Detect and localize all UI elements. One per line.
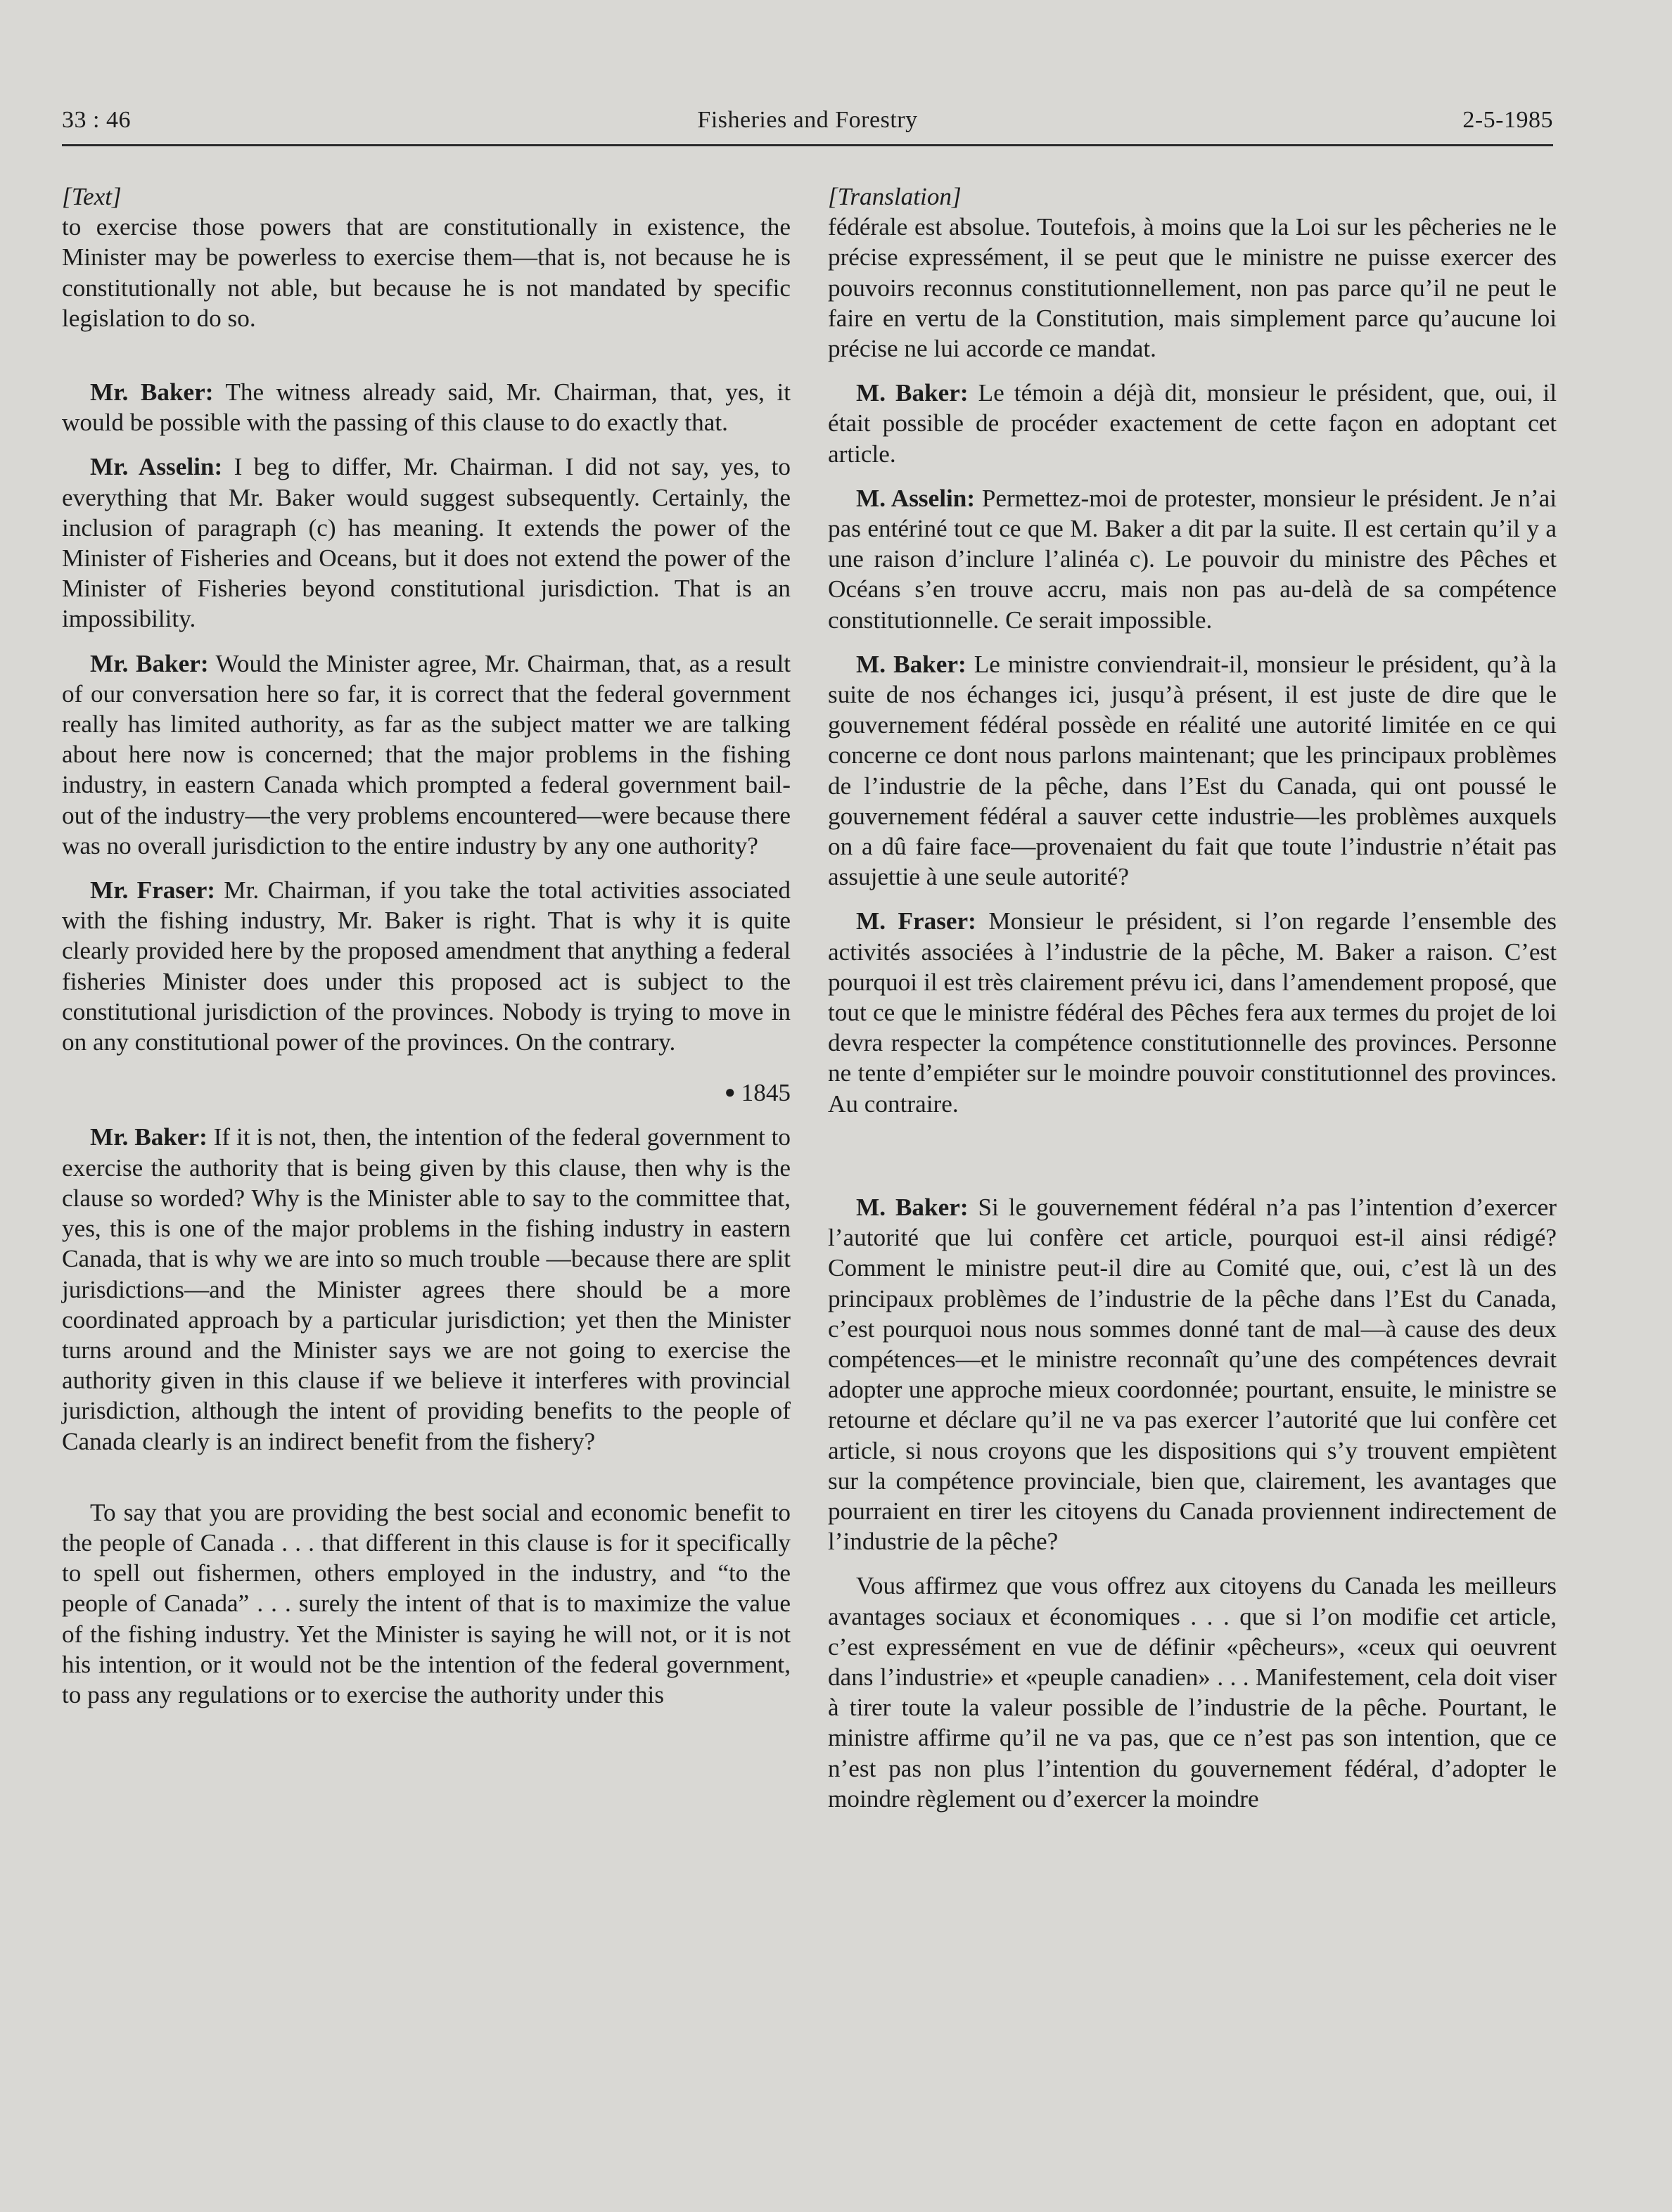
header-rule — [62, 144, 1553, 146]
english-column — [62, 181, 791, 1710]
paragraph: to exercise those powers that are constitutionally in existence, the Minister may be powerless to exercise them—that is, not because he is constitutionally not able, but because he is not mandated by specific legislation to do so. — [62, 213, 791, 332]
speaker-name: Mr. Baker: — [90, 378, 214, 407]
time-marker — [62, 1077, 791, 1108]
running-title: Fisheries and Forestry — [697, 107, 918, 133]
speaker-name: Mr. Fraser: — [90, 876, 216, 904]
speech-paragraph — [62, 452, 791, 634]
speech-text: Le témoin a déjà dit, monsieur le président, que, oui, il était possible de procéder exactement de cette façon en adoptant cet article. — [828, 379, 1557, 468]
speaker-name: Mr. Baker: — [90, 1123, 208, 1151]
french-column — [828, 181, 1557, 1814]
speech-paragraph — [828, 483, 1557, 635]
speech-text: The witness already said, Mr. Chairman, that, yes, it would be possible with the passing of this clause to do exactly that. — [62, 378, 791, 437]
speech-paragraph — [828, 906, 1557, 1118]
speech-paragraph — [62, 377, 791, 437]
speech-paragraph — [828, 649, 1557, 893]
speaker-name: M. Asselin: — [856, 484, 976, 512]
speech-paragraph — [828, 378, 1557, 469]
speech-text: I beg to differ, Mr. Chairman. I did not say, yes, to everything that Mr. Baker would suggest subsequently. Certainly, the inclusion of paragraph (c) has meaning. It extends the power of the Minister of Fisheries and Oceans, but it does not extend the power of the Minister of Fisheries beyond constitutional jurisdiction. That is an impossibility. — [62, 453, 791, 633]
paragraph: fédérale est absolue. Toutefois, à moins que la Loi sur les pêcheries ne le précise expressément, il se peut que le ministre ne puisse exercer des pouvoirs reconnus constitutionnellement, non pas parce qu’il ne peut le faire en vertu de la Constitution, mais simplement parce qu’aucune loi précise ne lui accorde ce mandat. — [828, 213, 1557, 363]
speech-text: Permettez-moi de protester, monsieur le président. Je n’ai pas entériné tout ce que M. Baker a dit par la suite. Il est certain qu’il y a une raison d’inclure l’alinéa c). Le pouvoir du ministre des Pêches et Océans s’en trouve accru, mais non pas au-delà de sa compétence constitutionnelle. Ce serait impossible. — [828, 484, 1557, 634]
page-number: 33 : 46 — [62, 107, 131, 133]
speech-paragraph — [62, 648, 791, 861]
text-tag: [Text] — [62, 183, 122, 210]
speech-text: Would the Minister agree, Mr. Chairman, that, as a result of our conversation here so far, it is correct that the federal government really has limited authority, as far as the subject matter we are talking about here now is concerned; that the major problems in the fishing industry, in eastern Canada which prompted a federal government bail-out of the industry—the very problems encountered—were because there was no overall jurisdiction to the entire industry by any one authority? — [62, 649, 791, 859]
bullet-icon: ● — [724, 1082, 736, 1103]
time-stamp: 1845 — [741, 1079, 791, 1107]
page-header — [62, 107, 1553, 142]
speech-text: Le ministre conviendrait-il, monsieur le président, qu’à la suite de nos échanges ici, jusqu’à présent, il est juste de dire que le gouvernement fédéral possède en réalité une autorité limitée en ce qui concerne ce dont nous parlons maintenant; que les principaux problèmes de l’industrie de la pêche, dans l’Est du Canada, qui ont poussé le gouvernement fédéral a sauver cette industrie—les problèmes auxquels on a dû faire face—provenaient du fait que toute l’industrie n’était pas assujettie à une seule autorité? — [828, 650, 1557, 891]
speech-paragraph — [828, 1192, 1557, 1556]
header-date: 2-5-1985 — [1462, 107, 1553, 133]
speaker-name: Mr. Asselin: — [90, 453, 223, 481]
translation-tag: [Translation] — [828, 183, 962, 210]
speaker-name: M. Baker: — [856, 650, 966, 678]
speaker-name: Mr. Baker: — [90, 649, 209, 677]
speech-text: If it is not, then, the intention of the federal government to exercise the authority that is being given by this clause, then why is the clause so worded? Why is the Minister able to say to the committee that, yes, this is one of the major problems in the fishing industry in eastern Canada, that is why we are into so much trouble —because there are split jurisdictions—and the Minister agrees there should be a more coordinated approach by a particular jurisdiction; yet then the Minister turns around and the Minister says we are not going to exercise the authority given in this clause if we believe it interferes with provincial jurisdiction, although the intent of providing benefits to the people of Canada clearly is an indirect benefit from the fishery? — [62, 1123, 791, 1455]
speech-paragraph — [62, 1122, 791, 1456]
speech-paragraph — [62, 875, 791, 1057]
speech-text: Monsieur le président, si l’on regarde l’ensemble des activités associées à l’industrie de la pêche, M. Baker a raison. C’est pourquoi il est très clairement prévu ici, dans l’amendement proposé, que tout ce que le ministre fédéral des Pêches fera aux termes du projet de loi devra respecter la compétence constitutionnelle des provinces. Personne ne tente d’empiéter sur le moindre pouvoir constitutionnel des provinces. Au contraire. — [828, 907, 1557, 1118]
speaker-name: M. Baker: — [856, 1193, 969, 1221]
speech-text: Mr. Chairman, if you take the total activities associated with the fishing industry, Mr. Baker is right. That is why it is quite clearly provided here by the proposed amendment that anything a federal fisheries Minister does under this proposed act is subject to the constitutional jurisdiction of the provinces. Nobody is trying to move in on any constitutional power of the provinces. On the contrary. — [62, 876, 791, 1056]
speaker-name: M. Baker: — [856, 379, 969, 407]
paragraph: To say that you are providing the best social and economic benefit to the people of Canada . . . that different in this clause is for it specifically to spell out fishermen, others employed in the industry, and “to the people of Canada” . . . surely the intent of that is to maximize the value of the fishing industry. Yet the Minister is saying he will not, or it is not his intention, or it would not be the intention of the federal government, to pass any regulations or to exercise the authority under this — [62, 1498, 791, 1708]
paragraph: Vous affirmez que vous offrez aux citoyens du Canada les meilleurs avantages sociaux et économiques . . . que si l’on modifie cet article, c’est expressément en vue de définir «pêcheurs», «ceux qui oeuvrent dans l’industrie» et «peuple canadien» . . . Manifestement, cela doit viser à tirer toute la valeur possible de l’industrie de la pêche. Pourtant, le ministre affirme qu’il ne va pas, que ce n’est pas son intention, que ce n’est pas non plus l’intention du gouvernement fédéral, d’adopter le moindre règlement ou d’exercer la moindre — [828, 1572, 1557, 1813]
speaker-name: M. Fraser: — [856, 907, 976, 935]
speech-text: Si le gouvernement fédéral n’a pas l’intention d’exercer l’autorité que lui confère cet article, pourquoi est-il ainsi rédigé? Comment le ministre peut-il dire au Comité que, oui, c’est là un des principaux problèmes de l’industrie de la pêche dans l’Est du Canada, c’est pourquoi nous nous sommes donné tant de mal—à cause des deux compétences—et le ministre reconnaît qu’une des compétences devrait adopter une approche mieux coordonnée; pourtant, ensuite, le ministre se retourne et déclare qu’il ne va pas exercer l’autorité que lui confère cet article, si nous croyons que les dispositions qui s’y trouvent empiètent sur la compétence provinciale, bien que, clairement, les avantages que pourraient en tirer les citoyens du Canada proviennent indirectement de l’industrie de la pêche? — [828, 1193, 1557, 1556]
